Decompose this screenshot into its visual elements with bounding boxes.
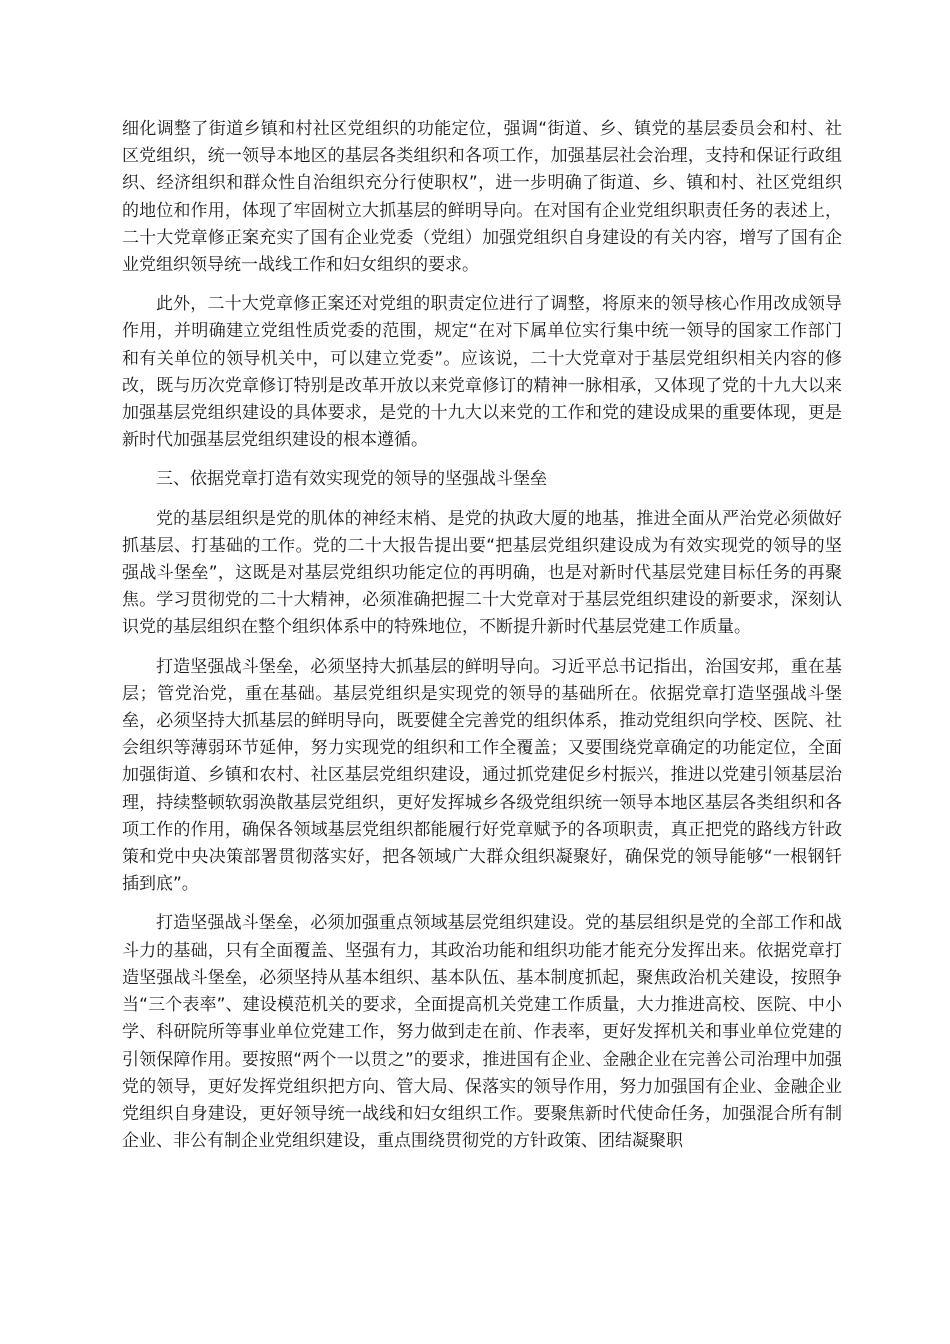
document-page	[122, 116, 842, 1167]
paragraph-party-group-role: 此外，二十大党章修正案还对党组的职责定位进行了调整，将原来的领导核心作用改成领导作用，并明确建立党组性质党委的范围，规定“在对下属单位实行集中统一领导的国家工作部门和有关单位的领导机关中，可以建立党委”。应该说，二十大党章对于基层党组织相关内容的修改，既与历次党章修订特别是改革开放以来党章修订的精神一脉相承，又体现了党的十九大以来加强基层党组织建设的具体要求，是党的十九大以来党的工作和党的建设成果的重要体现，更是新时代加强基层党组织建设的根本遵循。	[122, 294, 842, 451]
paragraph-grassroots-orientation: 打造坚强战斗堡垒，必须坚持大抓基层的鲜明导向。习近平总书记指出，治国安邦，重在基层；管党治党，重在基础。基层党组织是实现党的领导的基础所在。依据党章打造坚强战斗堡垒，必须坚持大抓基层的鲜明导向，既要健全完善党的组织体系，推动党组织向学校、医院、社会组织等薄弱环节延伸，努力实现党的组织和工作全覆盖；又要围绕党章确定的功能定位，全面加强街道、乡镇和农村、社区基层党组织建设，通过抓党建促乡村振兴，推进以党建引领基层治理，持续整顿软弱涣散基层党组织，更好发挥城乡各级党组织统一领导本地区基层各类组织和各项工作的作用，确保各领域基层党组织都能履行好党章赋予的各项职责，真正把党的路线方针政策和党中央决策部署贯彻落实好，把各领域广大群众组织凝聚好，确保党的领导能够“一根钢钎插到底”。	[122, 656, 842, 895]
paragraph-continuation: 细化调整了街道乡镇和村社区党组织的功能定位，强调“街道、乡、镇党的基层委员会和村、社区党组织，统一领导本地区的基层各类组织和各项工作，加强基层社会治理，支持和保证行政组织、经济组织和群众性自治组织充分行使职权”，进一步明确了街道、乡、镇和村、社区党组织的地位和作用，体现了牢固树立大抓基层的鲜明导向。在对国有企业党组织职责任务的表述上，二十大党章修正案充实了国有企业党委（党组）加强党组织自身建设的有关内容，增写了国有企业党组织领导统一战线工作和妇女组织的要求。	[122, 119, 842, 276]
paragraph-key-areas: 打造坚强战斗堡垒，必须加强重点领域基层党组织建设。党的基层组织是党的全部工作和战斗力的基础，只有全面覆盖、坚强有力，其政治功能和组织功能才能充分发挥出来。依据党章打造坚强战斗堡垒，必须坚持从基本组织、基本队伍、基本制度抓起，聚焦政治机关建设，按照争当“三个表率”、建设模范机关的要求，全面提高机关党建工作质量，大力推进高校、医院、中小学、科研院所等事业单位党建工作，努力做到走在前、作表率，更好发挥机关和事业单位党建的引领保障作用。要按照“两个一以贯之”的要求，推进国有企业、金融企业在完善公司治理中加强党的领导，更好发挥党组织把方向、管大局、保落实的领导作用，努力加强国有企业、金融企业党组织自身建设，更好领导统一战线和妇女组织工作。要聚焦新时代使命任务，加强混合所有制企业、非公有制企业党组织建设，重点围绕贯彻党的方针政策、团结凝聚职	[122, 913, 842, 1152]
section-heading: 三、依据党章打造有效实现党的领导的坚强战斗堡垒	[156, 469, 547, 490]
paragraph-grassroots-organization: 党的基层组织是党的肌体的神经末梢、是党的执政大厦的地基，推进全面从严治党必须做好抓基层、打基础的工作。党的二十大报告提出要“把基层党组织建设成为有效实现党的领导的坚强战斗堡垒”，这既是对基层党组织功能定位的再明确，也是对新时代基层党建目标任务的再聚焦。学习贯彻党的二十大精神，必须准确把握二十大党章对于基层党组织建设的新要求，深刻认识党的基层组织在整个组织体系中的特殊地位，不断提升新时代基层党建工作质量。	[122, 508, 842, 638]
